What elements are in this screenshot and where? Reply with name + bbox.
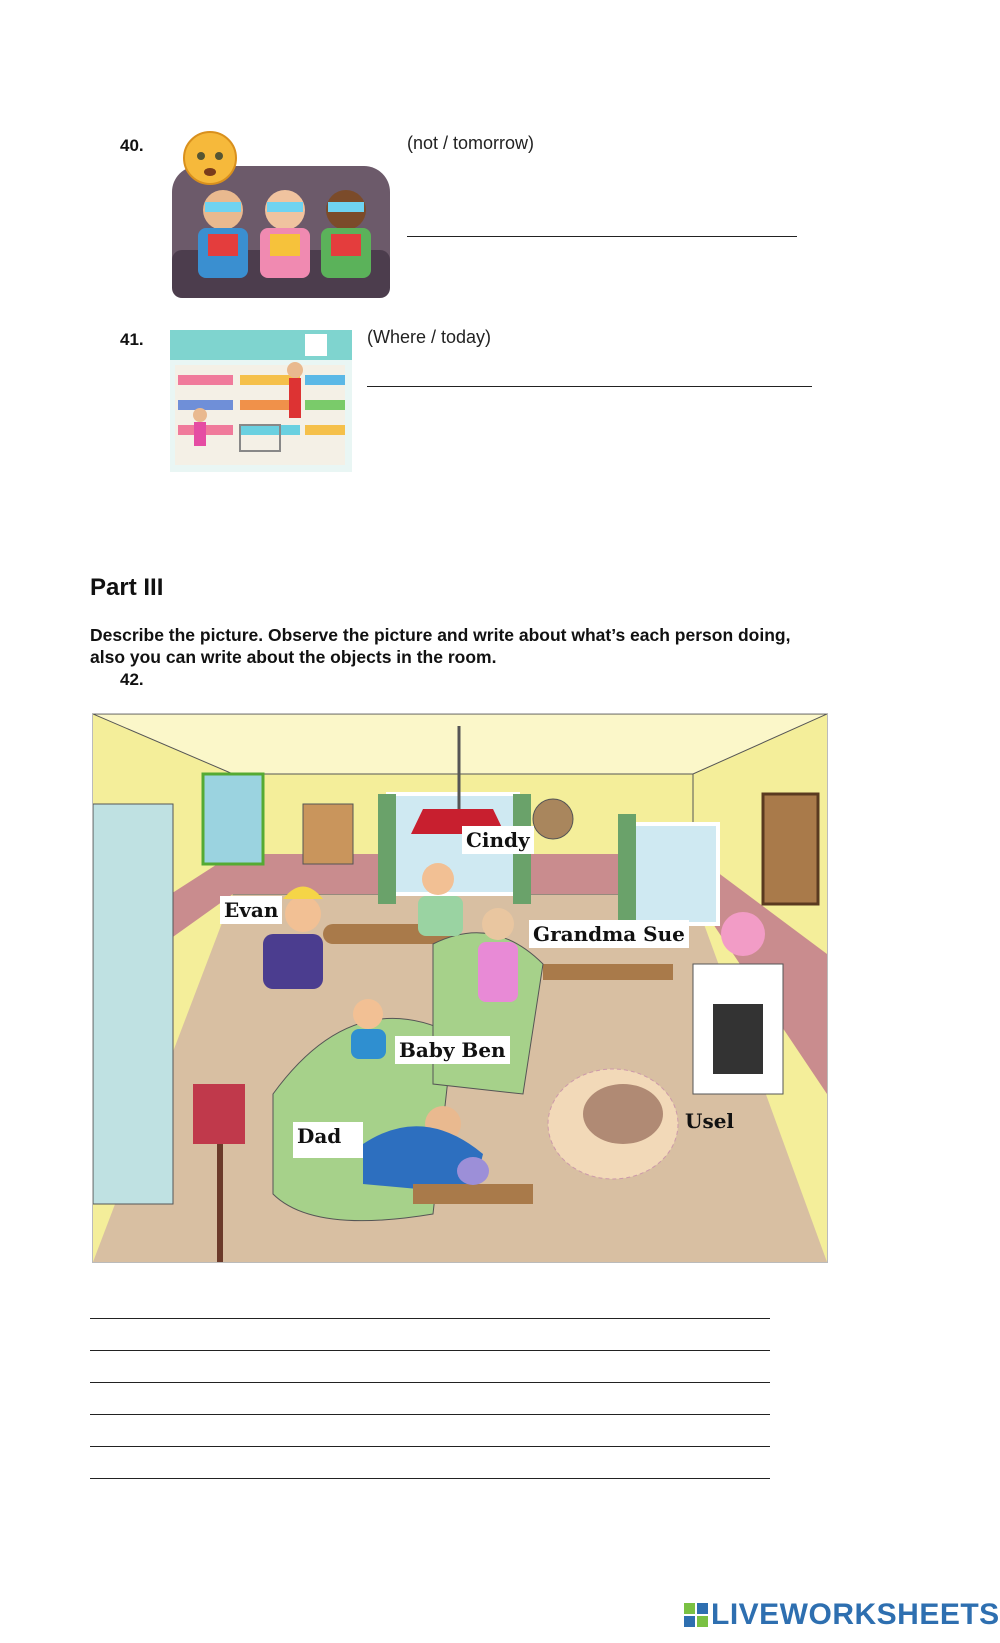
answer-line-5[interactable]	[90, 1446, 770, 1447]
answer-line-4[interactable]	[90, 1414, 770, 1415]
supermarket-image	[170, 330, 352, 472]
question-41-number: 41.	[120, 330, 144, 349]
question-41-prompt: (Where / today)	[367, 327, 492, 347]
answer-line-6[interactable]	[90, 1478, 770, 1479]
label-dad: Dad	[293, 1122, 363, 1158]
part3-title: Part III	[90, 574, 164, 601]
question-41-answer-line[interactable]	[367, 386, 812, 387]
label-evan: Evan	[220, 896, 282, 924]
question-40-answer-line[interactable]	[407, 236, 797, 237]
liveworksheets-brand: LIVEWORKSHEETS	[711, 1598, 1000, 1631]
liveworksheets-logo-icon	[683, 1602, 709, 1628]
cinema-image	[168, 130, 398, 305]
label-grandma-sue: Grandma Sue	[529, 920, 689, 948]
question-40-prompt: (not / tomorrow)	[407, 133, 535, 153]
liveworksheets-logo[interactable]	[683, 1598, 1000, 1632]
part3-instruction-line2: also you can write about the objects in the room.	[90, 647, 497, 667]
answer-line-3[interactable]	[90, 1382, 770, 1383]
answer-line-1[interactable]	[90, 1318, 770, 1319]
question-40-number: 40.	[120, 136, 144, 155]
answer-line-2[interactable]	[90, 1350, 770, 1351]
question-42-number: 42.	[120, 670, 144, 689]
living-room-picture	[92, 713, 828, 1263]
label-baby-ben: Baby Ben	[395, 1036, 510, 1064]
label-usel: Usel	[685, 1109, 735, 1133]
part3-instruction-line1: Describe the picture. Observe the picture and write about what’s each person doing,	[90, 625, 791, 645]
label-cindy: Cindy	[462, 826, 534, 854]
